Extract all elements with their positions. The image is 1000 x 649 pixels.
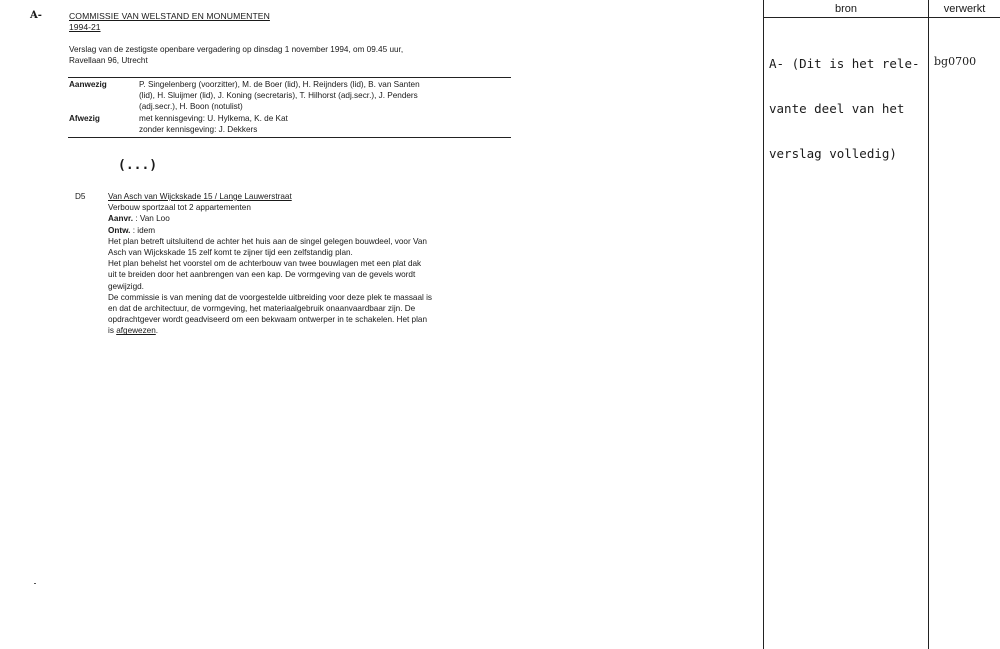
verdict-word: afgewezen: [116, 326, 156, 336]
source-note-line: A- (Dit is het rele-: [769, 56, 920, 71]
present-label: Aanwezig: [69, 80, 107, 89]
item-paragraph: De commissie is van mening dat de voorgestelde uitbreiding voor deze plek te massaal is: [108, 292, 433, 302]
item-paragraph: Het plan behelst het voorstel om de achterbouw van twee bouwlagen met een plat dak: [108, 259, 422, 269]
item-paragraph: gewijzigd.: [108, 281, 144, 291]
designer-value: : idem: [132, 225, 156, 235]
item-paragraph: en dat de architectuur, de vormgeving, het materiaalgebruik onaanvaardbaar zijn. De: [108, 304, 416, 314]
item-designer: [108, 225, 512, 236]
agenda-item-body: [108, 191, 512, 337]
column-header-bron: bron: [834, 3, 858, 15]
absent-line: zonder kennisgeving: J. Dekkers: [139, 125, 258, 135]
source-note-line: vante deel van het: [769, 101, 905, 116]
document-title: COMMISSIE VAN WELSTAND EN MONUMENTEN: [69, 11, 270, 21]
absent-label: Afwezig: [69, 114, 100, 123]
absent-list: [139, 113, 511, 135]
item-verdict-line: [108, 325, 512, 336]
meeting-intro: [69, 44, 509, 66]
table-divider-left: [763, 0, 764, 649]
attendance-bottom-rule: [68, 137, 511, 138]
table-header-rule: [763, 17, 1000, 18]
processed-code: bg0700: [934, 55, 977, 68]
document-number: 1994-21: [69, 22, 101, 32]
attendance-absent: [69, 113, 512, 136]
verdict-suffix: .: [155, 326, 159, 336]
item-subject: Verbouw sportzaal tot 2 appartementen: [108, 203, 251, 213]
attendance-top-rule: [68, 77, 511, 78]
verdict-prefix: is: [108, 326, 117, 336]
item-paragraph: Asch van Wijckskade 15 zelf komt te zijner tijd een zelfstandig plan.: [108, 248, 353, 258]
agenda-item-code: D5: [75, 192, 86, 201]
section-marker: A-: [30, 10, 42, 21]
present-line: (adj.secr.), H. Boon (notulist): [139, 102, 243, 112]
applicant-label: Aanvr.: [108, 214, 134, 224]
designer-label: Ontw.: [108, 225, 131, 235]
column-header-verwerkt: verwerkt: [943, 3, 986, 15]
item-applicant: [108, 213, 512, 224]
present-line: (lid), H. Sluijmer (lid), J. Koning (secretaris), T. Hilhorst (adj.secr.), J. Penders: [139, 91, 418, 101]
omission-ellipsis: (...): [118, 158, 158, 173]
stray-mark: [34, 583, 36, 584]
intro-address: Ravellaan 96, Utrecht: [69, 56, 148, 66]
item-paragraph: opdrachtgever wordt geadviseerd om een bekwaam ontwerper in te schakelen. Het plan: [108, 315, 428, 325]
item-address: Van Asch van Wijckskade 15 / Lange Lauwerstraat: [108, 192, 292, 201]
source-note: [769, 26, 920, 176]
attendance-present: [69, 79, 512, 113]
table-divider-middle: [928, 0, 929, 649]
applicant-value: : Van Loo: [135, 214, 170, 224]
source-note-line: verslag volledig): [769, 146, 897, 161]
item-paragraph: uit te breiden door het aanbrengen van een kap. De vormgeving van de gevels wordt: [108, 270, 416, 280]
intro-line: Verslag van de zestigste openbare vergadering op dinsdag 1 november 1994, om 09.45 uur,: [69, 45, 404, 54]
absent-line: met kennisgeving: U. Hylkema, K. de Kat: [139, 114, 288, 123]
present-line: P. Singelenberg (voorzitter), M. de Boer (lid), H. Reijnders (lid), B. van Santen: [139, 80, 420, 89]
present-list: [139, 79, 511, 113]
item-paragraph: Het plan betreft uitsluitend de achter het huis aan de singel gelegen bouwdeel, voor Van: [108, 236, 427, 246]
